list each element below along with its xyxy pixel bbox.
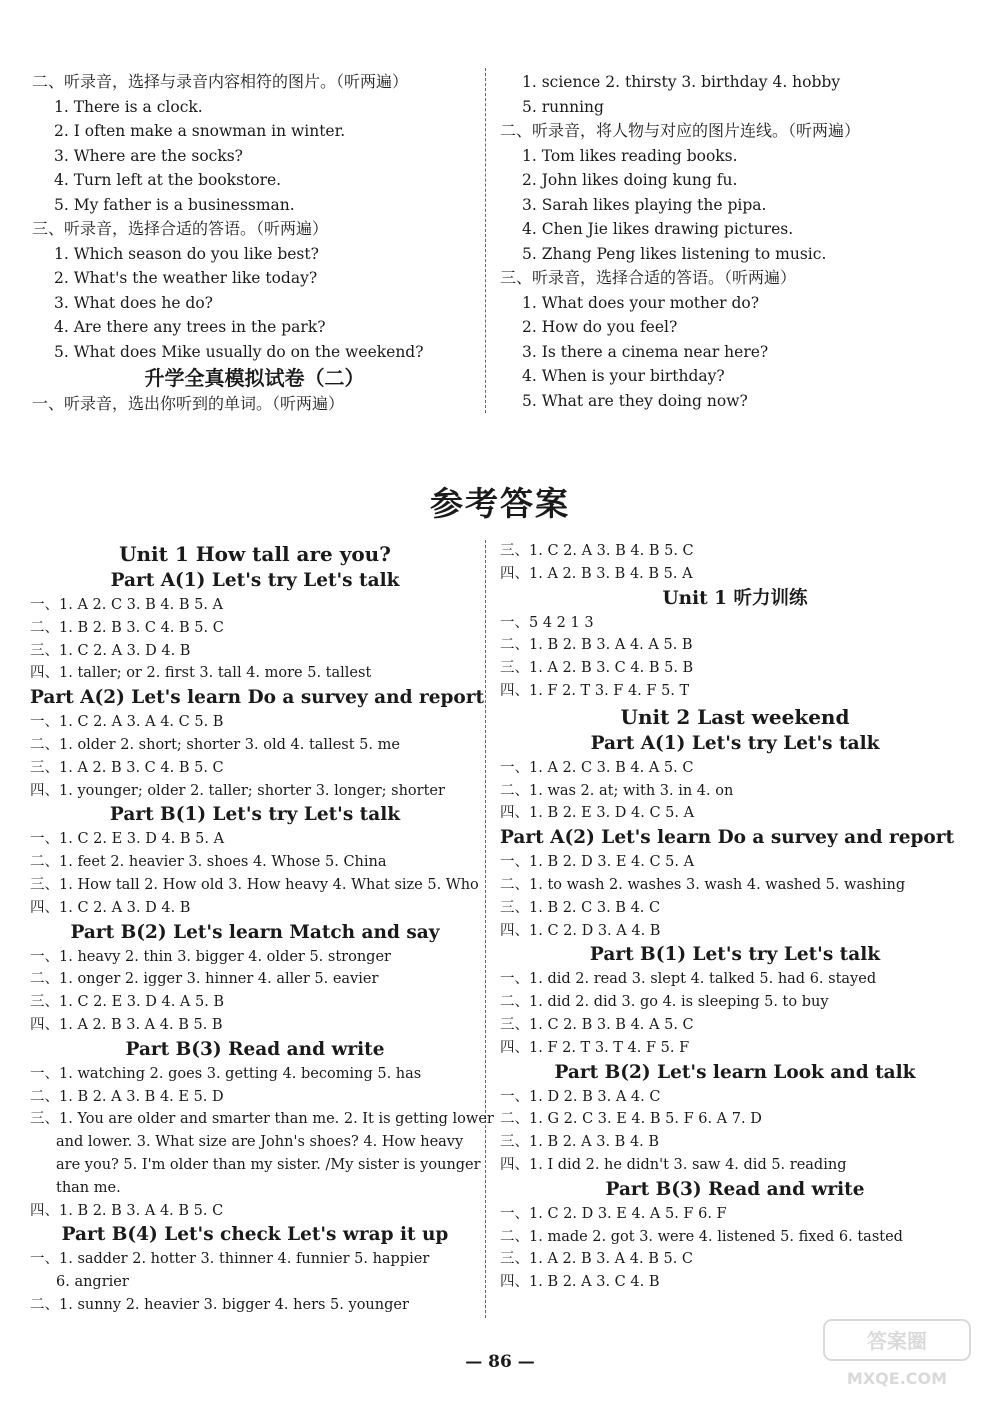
answer-line: 二、1. B 2. B 3. C 4. B 5. C (30, 619, 224, 636)
part-title: Part B(4) Let's check Let's wrap it up (61, 1224, 449, 1246)
script-line: 2. I often make a snowman in winter. (54, 122, 346, 140)
answer-line: 二、1. sunny 2. heavier 3. bigger 4. hers 5. younger (30, 1296, 409, 1313)
answer-line: 四、1. F 2. T 3. F 4. F 5. T (500, 682, 690, 699)
script-line: 1. Tom likes reading books. (522, 146, 738, 165)
answer-line: 三、1. B 2. C 3. B 4. C (500, 899, 661, 916)
part-title: Part B(2) Let's learn Match and say (70, 921, 440, 943)
answer-key-title: 参考答案 (430, 484, 570, 523)
answer-line: 一、1. watching 2. goes 3. getting 4. becoming 5. has (30, 1065, 422, 1082)
script-line: 5. What are they doing now? (522, 391, 748, 410)
answer-line: 三、1. A 2. B 3. A 4. B 5. C (500, 1251, 694, 1268)
script-line: 5. My father is a businessman. (54, 195, 295, 214)
section-title: 二、听录音，将人物与对应的图片连线。（听两遍） (500, 121, 861, 140)
answer-line: 四、1. I did 2. he didn't 3. saw 4. did 5. reading (500, 1156, 847, 1173)
script-line: 3. Where are the socks? (54, 146, 243, 165)
top-right-column (500, 70, 970, 413)
script-line: 3. Sarah likes playing the pipa. (522, 195, 767, 214)
section-title: 三、听录音，选择合适的答语。（听两遍） (500, 268, 797, 287)
answer-line: 一、1. C 2. D 3. E 4. A 5. F 6. F (500, 1205, 727, 1222)
answer-line: 四、1. C 2. A 3. D 4. B (30, 899, 191, 916)
answer-line: 一、5 4 2 1 3 (500, 614, 594, 631)
answer-line: 三、1. C 2. A 3. B 4. B 5. C (500, 543, 694, 559)
answer-line: 一、1. C 2. E 3. D 4. B 5. A (30, 831, 225, 848)
answer-line: 二、1. was 2. at; with 3. in 4. on (500, 782, 734, 799)
answer-line: 一、1. D 2. B 3. A 4. C (500, 1088, 661, 1105)
script-line: 4. Are there any trees in the park? (54, 318, 326, 336)
answer-line: 二、1. feet 2. heavier 3. shoes 4. Whose 5. China (30, 854, 387, 871)
exam-title: 升学全真模拟试卷（二） (144, 366, 365, 390)
answer-line: 四、1. A 2. B 3. A 4. B 5. B (30, 1016, 223, 1033)
script-line: 4. Chen Jie likes drawing pictures. (522, 220, 794, 238)
script-line: 3. Is there a cinema near here? (522, 342, 769, 361)
answer-line: 四、1. taller; or 2. first 3. tall 4. more 5. tallest (30, 665, 372, 682)
answer-line: 四、1. F 2. T 3. T 4. F 5. F (500, 1039, 690, 1056)
answer-line: 一、1. C 2. A 3. A 4. C 5. B (30, 714, 224, 731)
answer-line: 三、1. You are older and smarter than me. 2. It is getting lower (30, 1111, 494, 1128)
script-line: 2. What's the weather like today? (54, 269, 318, 287)
answer-line: 二、1. G 2. C 3. E 4. B 5. F 6. A 7. D (500, 1111, 762, 1128)
answer-line: 二、1. B 2. B 3. A 4. A 5. B (500, 637, 693, 654)
script-line: 5. Zhang Peng likes listening to music. (522, 244, 827, 263)
answer-line: 一、1. A 2. C 3. B 4. A 5. C (500, 759, 694, 776)
answer-line: 四、1. B 2. E 3. D 4. C 5. A (500, 805, 695, 822)
word-line: 1. science 2. thirsty 3. birthday 4. hobby (522, 73, 841, 91)
script-line: 1. There is a clock. (54, 97, 203, 116)
unit-title: Unit 1 How tall are you? (119, 542, 391, 566)
answer-line: 三、1. B 2. A 3. B 4. B (500, 1134, 660, 1151)
watermark-text: 答案圈 (867, 1329, 927, 1353)
answer-line: 6. angrier (56, 1274, 129, 1291)
part-title: Part B(2) Let's learn Look and talk (554, 1061, 916, 1083)
answer-line: 三、1. How tall 2. How old 3. How heavy 4. What size 5. Who (30, 876, 479, 893)
answer-line: are you? 5. I'm older than my sister. /My sister is younger (56, 1156, 481, 1173)
answer-line: 二、1. onger 2. igger 3. hinner 4. aller 5. eavier (30, 971, 379, 988)
section-title: 三、听录音，选择合适的答语。（听两遍） (32, 219, 329, 238)
part-title: Part A(2) Let's learn Do a survey and report (500, 827, 955, 849)
answer-line: 二、1. did 2. did 3. go 4. is sleeping 5. to buy (500, 994, 829, 1011)
answer-right-column (500, 540, 970, 1294)
part-title: Part A(2) Let's learn Do a survey and report (30, 687, 485, 709)
answer-line: 一、1. did 2. read 3. slept 4. talked 5. had 6. stayed (500, 971, 877, 988)
answer-line: 二、1. B 2. A 3. B 4. E 5. D (30, 1088, 224, 1105)
answer-line: 三、1. A 2. B 3. C 4. B 5. B (500, 660, 694, 677)
part-title: Part B(1) Let's try Let's talk (589, 944, 881, 966)
answer-line: 四、1. C 2. D 3. A 4. B (500, 922, 661, 939)
answer-line: 一、1. B 2. D 3. E 4. C 5. A (500, 854, 695, 871)
answer-line: 三、1. A 2. B 3. C 4. B 5. C (30, 759, 224, 776)
watermark-logo (822, 1318, 972, 1390)
answer-line: 二、1. to wash 2. washes 3. wash 4. washed 5. washing (500, 876, 906, 893)
part-title: Part A(1) Let's try Let's talk (590, 732, 880, 754)
script-line: 5. What does Mike usually do on the weekend? (54, 342, 424, 361)
part-title: Part B(1) Let's try Let's talk (109, 804, 401, 826)
part-title: Part B(3) Read and write (605, 1178, 865, 1200)
script-line: 2. How do you feel? (522, 318, 678, 336)
answer-line: 一、1. sadder 2. hotter 3. thinner 4. funnier 5. happier (30, 1251, 430, 1268)
top-left-column (32, 70, 477, 417)
answer-left-column (30, 540, 494, 1317)
section-title: 二、听录音，选择与录音内容相符的图片。（听两遍） (32, 72, 409, 91)
answer-line: than me. (56, 1179, 121, 1196)
answer-line: 二、1. older 2. short; shorter 3. old 4. tallest 5. me (30, 736, 400, 753)
script-line: 1. What does your mother do? (522, 293, 760, 312)
answer-line: 一、1. A 2. C 3. B 4. B 5. A (30, 597, 224, 613)
script-line: 1. Which season do you like best? (54, 244, 319, 263)
answer-line: 三、1. C 2. B 3. B 4. A 5. C (500, 1016, 694, 1033)
script-line: 2. John likes doing kung fu. (522, 171, 738, 189)
column-divider (485, 540, 486, 1318)
word-line: 5. running (522, 97, 604, 116)
section-title: 一、听录音，选出你听到的单词。（听两遍） (32, 394, 345, 413)
page-number: — 86 — (465, 1352, 535, 1372)
drill-title: Unit 1 听力训练 (662, 587, 808, 609)
answer-line: 三、1. C 2. E 3. D 4. A 5. B (30, 994, 225, 1011)
part-title: Part A(1) Let's try Let's talk (110, 570, 400, 591)
answer-line: and lower. 3. What size are John's shoes? 4. How heavy (56, 1134, 464, 1151)
script-line: 4. Turn left at the bookstore. (54, 171, 282, 189)
answer-line: 四、1. younger; older 2. taller; shorter 3. longer; shorter (30, 782, 445, 799)
answer-line: 四、1. A 2. B 3. B 4. B 5. A (500, 565, 693, 582)
answer-line: 三、1. C 2. A 3. D 4. B (30, 642, 191, 659)
script-line: 4. When is your birthday? (522, 367, 725, 385)
script-line: 3. What does he do? (54, 293, 213, 312)
answer-line: 一、1. heavy 2. thin 3. bigger 4. older 5. stronger (30, 948, 391, 965)
column-divider (485, 68, 486, 413)
answer-line: 四、1. B 2. A 3. C 4. B (500, 1274, 660, 1291)
answer-line: 二、1. made 2. got 3. were 4. listened 5. fixed 6. tasted (500, 1228, 903, 1245)
answer-line: 四、1. B 2. B 3. A 4. B 5. C (30, 1202, 224, 1219)
watermark-url: MXQE.COM (846, 1369, 948, 1388)
part-title: Part B(3) Read and write (125, 1038, 385, 1060)
unit-title: Unit 2 Last weekend (620, 704, 850, 729)
